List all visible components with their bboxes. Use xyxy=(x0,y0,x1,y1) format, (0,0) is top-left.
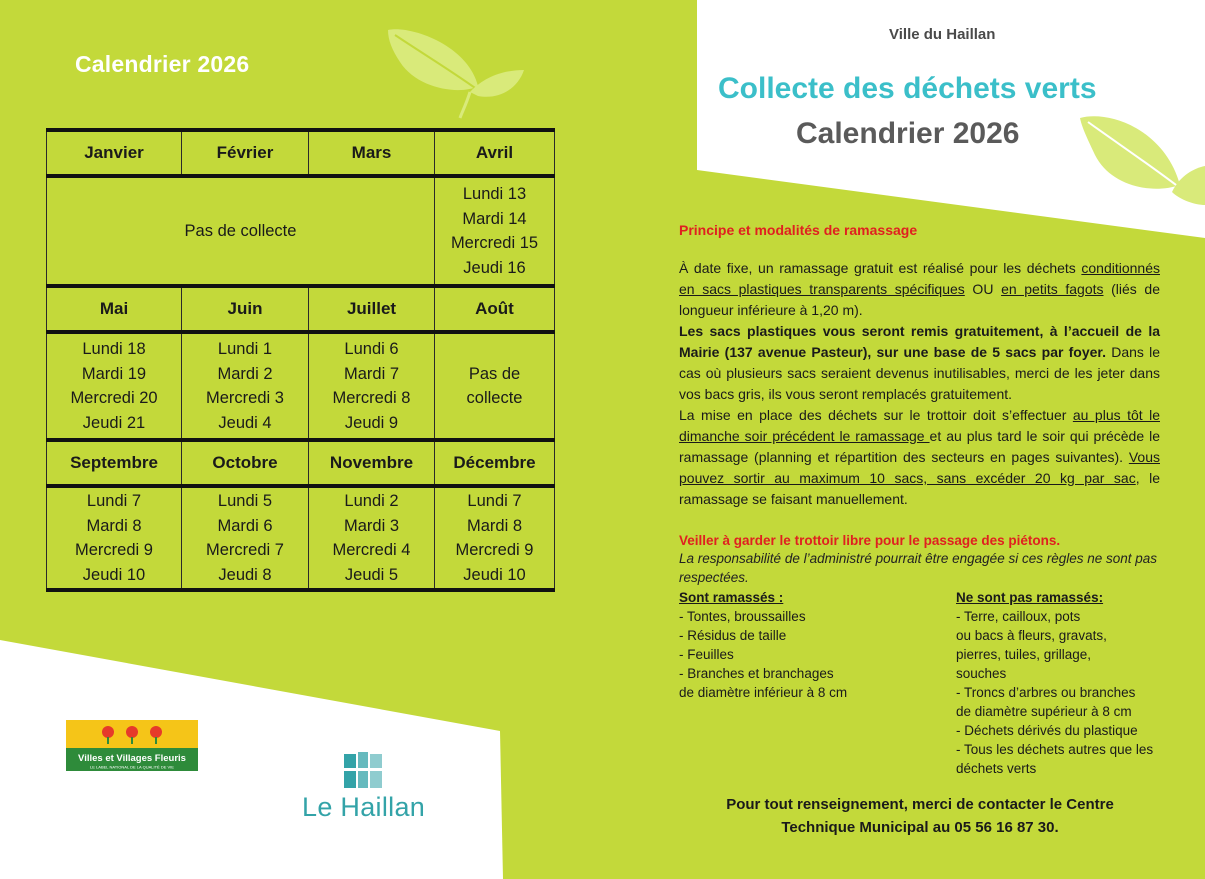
dates-cell xyxy=(182,486,309,590)
month-header: Juin xyxy=(182,286,309,332)
text-run: À date fixe, un ramassage gratuit est réalisé pour les déchets xyxy=(679,260,1082,276)
badge-tagline: LE LABEL NATIONAL DE LA QUALITÉ DE VIE xyxy=(90,764,174,770)
list-item: - Tous les déchets autres que les xyxy=(956,742,1154,757)
month-header-row xyxy=(47,130,555,176)
date-entry: Mercredi 4 xyxy=(332,541,411,559)
dates-row xyxy=(47,176,555,286)
dates-cell xyxy=(47,332,182,440)
principe-heading: Principe et modalités de ramassage xyxy=(679,222,918,238)
date-entry: Lundi 7 xyxy=(86,492,142,510)
list-item: déchets verts xyxy=(956,761,1037,776)
dates-cell xyxy=(309,332,435,440)
underlined-text: Vous pouvez sortir au maximum 10 sacs, sans excéder 20 kg par sac xyxy=(679,449,1160,486)
warning-text: Veiller à garder le trottoir libre pour le passage des piétons. xyxy=(679,533,1061,548)
date-entry: Mardi 8 xyxy=(86,516,142,535)
bold-text: Les sacs plastiques vous seront remis gratuitement, à l’accueil de la Mairie (137 avenue Pasteur), sur une base de 5 sacs par foyer. xyxy=(679,323,1160,360)
date-entry: Mercredi 3 xyxy=(206,389,284,407)
month-header: Septembre xyxy=(47,440,182,486)
principe-body xyxy=(679,258,1160,510)
date-entry: Lundi 1 xyxy=(217,340,273,358)
not-collected-list xyxy=(956,588,1153,778)
date-entry: Mercredi 20 xyxy=(70,389,158,407)
text-run: Dans le cas où plusieurs sacs seraient devenus inutilisables, merci de les jeter dans vos bacs gris, ils vous seront remplacés gratuitement. xyxy=(679,344,1161,402)
month-header: Décembre xyxy=(435,440,555,486)
contact-line: Technique Municipal au 05 56 16 87 30. xyxy=(781,819,1059,836)
month-header: Mars xyxy=(309,130,435,176)
list-item: pierres, tuiles, grillage, xyxy=(956,647,1092,662)
list-item: souches xyxy=(956,666,1007,681)
month-header: Août xyxy=(435,286,555,332)
month-header: Octobre xyxy=(182,440,309,486)
date-entry: Jeudi 16 xyxy=(463,258,526,277)
no-collection-cell xyxy=(47,176,435,286)
date-entry: Mercredi 15 xyxy=(450,234,539,252)
contact-info xyxy=(700,793,1140,839)
date-entry: Mercredi 7 xyxy=(206,541,284,559)
date-entry: Lundi 13 xyxy=(462,185,527,203)
dates-row xyxy=(47,486,555,590)
list-item: de diamètre supérieur à 8 cm xyxy=(956,704,1132,719)
no-collection-cell xyxy=(435,332,555,440)
date-entry: Lundi 2 xyxy=(344,492,399,510)
underlined-text: en petits fagots xyxy=(1001,281,1104,297)
date-entry: Jeudi 10 xyxy=(463,565,526,584)
no-collection-text: collecte xyxy=(466,389,523,407)
no-collection-text: Pas de collecte xyxy=(184,221,297,240)
page-subtitle: Calendrier 2026 xyxy=(796,117,1020,150)
villes-villages-fleuris-badge xyxy=(66,720,198,771)
list-item: - Résidus de taille xyxy=(679,628,787,643)
list-item: - Troncs d’arbres ou branches xyxy=(956,685,1136,700)
date-entry: Jeudi 9 xyxy=(344,413,399,432)
list-item: - Déchets dérivés du plastique xyxy=(956,723,1138,738)
date-entry: Mardi 2 xyxy=(217,364,273,383)
dates-cell xyxy=(309,486,435,590)
dates-cell xyxy=(47,486,182,590)
date-entry: Lundi 6 xyxy=(344,340,399,358)
collection-calendar-table xyxy=(46,128,555,592)
paragraph xyxy=(679,405,1160,510)
date-entry: Mardi 19 xyxy=(81,364,147,383)
date-entry: Jeudi 21 xyxy=(82,413,146,432)
date-entry: Jeudi 10 xyxy=(82,565,146,584)
date-entry: Lundi 18 xyxy=(82,340,146,358)
badge-title: Villes et Villages Fleuris xyxy=(78,753,186,764)
month-header-row xyxy=(47,286,555,332)
paragraph xyxy=(679,321,1160,405)
dates-cell xyxy=(182,332,309,440)
month-header: Avril xyxy=(435,130,555,176)
list-item: de diamètre inférieur à 8 cm xyxy=(679,685,848,700)
month-header: Février xyxy=(182,130,309,176)
text-run: (liés de longueur inférieure à 1,20 m). xyxy=(679,281,1161,318)
city-name: Ville du Haillan xyxy=(889,26,996,43)
responsibility-note: La responsabilité de l’administré pourrait être engagée si ces règles ne sont pas respectées. xyxy=(679,551,1158,585)
underlined-text: conditionnés en sacs plastiques transparents spécifiques xyxy=(679,260,1160,297)
calendar-title: Calendrier 2026 xyxy=(75,51,250,77)
date-entry: Mardi 7 xyxy=(343,364,400,383)
contact-line: Pour tout renseignement, merci de contacter le Centre xyxy=(726,796,1114,813)
date-entry: Mercredi 9 xyxy=(75,541,153,559)
list-item: - Feuilles xyxy=(679,647,734,662)
text-run: OU xyxy=(964,281,1002,297)
paragraph xyxy=(679,258,1160,321)
date-entry: Lundi 7 xyxy=(467,492,522,510)
month-header: Mai xyxy=(47,286,182,332)
date-entry: Jeudi 5 xyxy=(344,565,399,584)
page-title: Collecte des déchets verts xyxy=(718,72,1097,105)
no-collection-text: Pas de xyxy=(468,364,521,383)
underlined-text: au plus tôt le dimanche soir précédent le ramassage xyxy=(679,407,1160,444)
text-run: et au plus tard le soir qui précède le ramassage (planning et répartition des secteurs en pages suivantes). xyxy=(679,428,1160,465)
month-header: Novembre xyxy=(309,440,435,486)
collected-list xyxy=(679,588,847,702)
list-item: - Branches et branchages xyxy=(679,666,834,681)
leaf-icon xyxy=(1080,116,1205,205)
month-header: Juillet xyxy=(309,286,435,332)
date-entry: Mardi 8 xyxy=(466,516,523,535)
date-entry: Mardi 3 xyxy=(343,516,400,535)
text-run: La mise en place des déchets sur le trottoir doit s’effectuer xyxy=(679,407,1073,423)
date-entry: Mercredi 9 xyxy=(455,541,534,559)
dates-row xyxy=(47,332,555,440)
le-haillan-logo-icon xyxy=(344,752,382,788)
month-header: Janvier xyxy=(47,130,182,176)
dates-cell xyxy=(435,176,555,286)
date-entry: Jeudi 4 xyxy=(218,413,272,432)
date-entry: Mercredi 8 xyxy=(332,389,411,407)
text-run: , le ramassage se faisant manuellement. xyxy=(679,470,1160,507)
month-header-row xyxy=(47,440,555,486)
list-item: - Terre, cailloux, pots xyxy=(956,609,1081,624)
date-entry: Jeudi 8 xyxy=(218,565,272,584)
date-entry: Mardi 6 xyxy=(217,516,273,535)
list-item: ou bacs à fleurs, gravats, xyxy=(956,628,1107,643)
not-collected-heading: Ne sont pas ramassés: xyxy=(956,590,1104,605)
date-entry: Mardi 14 xyxy=(462,209,527,228)
dates-cell xyxy=(435,486,555,590)
collected-heading: Sont ramassés : xyxy=(679,590,784,605)
list-item: - Tontes, broussailles xyxy=(679,609,806,624)
le-haillan-logo-text: Le Haillan xyxy=(302,792,426,822)
date-entry: Lundi 5 xyxy=(217,492,273,510)
